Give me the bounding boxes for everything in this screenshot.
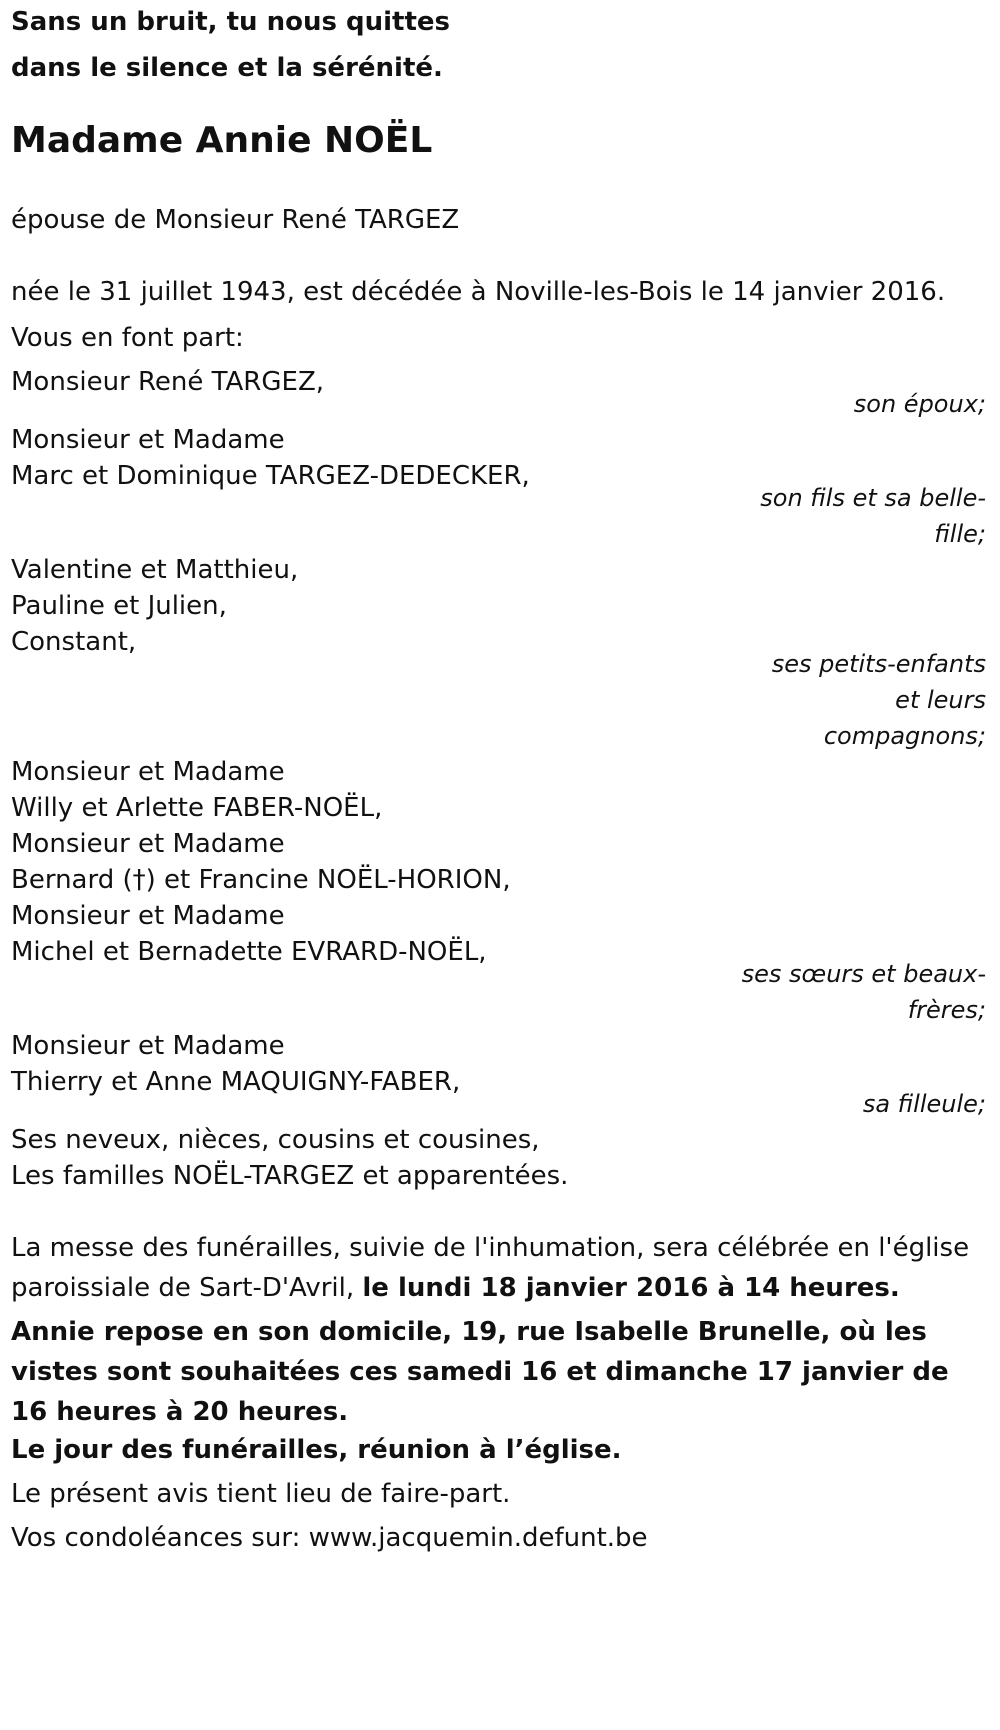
meeting-line: Le jour des funérailles, réunion à l’église.: [11, 1435, 622, 1465]
family-member-line: Monsieur René TARGEZ,: [11, 367, 325, 397]
family-member-line: Willy et Arlette FABER-NOËL,: [11, 793, 383, 823]
family-member-line: Ses neveux, nièces, cousins et cousines,: [11, 1125, 540, 1155]
family-member-line: Pauline et Julien,: [11, 591, 227, 621]
family-member-line: Monsieur et Madame: [11, 1031, 285, 1061]
birth-death-line: née le 31 juillet 1943, est décédée à Noville-les-Bois le 14 janvier 2016.: [11, 277, 946, 307]
condolences-line: Vos condoléances sur: www.jacquemin.defunt.be: [11, 1523, 648, 1553]
intro-line-1: Sans un bruit, tu nous quittes: [11, 7, 450, 37]
family-member-line: Marc et Dominique TARGEZ-DEDECKER,: [11, 461, 530, 491]
relation-label: frères;: [907, 996, 986, 1024]
spouse-line: épouse de Monsieur René TARGEZ: [11, 205, 460, 235]
repose-paragraph: Annie repose en son domicile, 19, rue Isabelle Brunelle, où les vistes sont souhaitées ces samedi 16 et dimanche 17 janvier de 16 heures à 20 heures.: [11, 1317, 949, 1427]
family-member-line: Michel et Bernadette EVRARD-NOËL,: [11, 937, 487, 967]
intro-line-2: dans le silence et la sérénité.: [11, 53, 443, 83]
family-member-line: Monsieur et Madame: [11, 757, 285, 787]
mass-date: le lundi 18 janvier 2016 à 14 heures.: [362, 1273, 900, 1303]
family-member-line: Monsieur et Madame: [11, 425, 285, 455]
notice-line: Le présent avis tient lieu de faire-part.: [11, 1479, 511, 1509]
relation-label: ses petits-enfants: [771, 650, 986, 678]
mass-paragraph: [11, 1228, 976, 1308]
family-member-line: Constant,: [11, 627, 137, 657]
relation-label: son fils et sa belle-: [760, 484, 986, 512]
mass-text: La messe des funérailles, suivie de l'inhumation, sera célébrée en l'église paroissiale de Sart-D'Avril,: [11, 1233, 970, 1303]
deceased-name: Madame Annie NOËL: [11, 120, 433, 161]
family-member-line: Monsieur et Madame: [11, 901, 285, 931]
relation-label: et leurs: [895, 686, 986, 714]
relation-label: son époux;: [853, 390, 986, 418]
announcement-line: Vous en font part:: [11, 323, 244, 353]
relation-label: compagnons;: [823, 722, 986, 750]
family-member-line: Valentine et Matthieu,: [11, 555, 299, 585]
relation-label: fille;: [934, 520, 986, 548]
family-member-line: Bernard (†) et Francine NOËL-HORION,: [11, 865, 511, 895]
family-member-line: Les familles NOËL-TARGEZ et apparentées.: [11, 1161, 569, 1191]
family-member-line: Thierry et Anne MAQUIGNY-FABER,: [11, 1067, 461, 1097]
relation-label: ses sœurs et beaux-: [741, 960, 986, 988]
family-member-line: Monsieur et Madame: [11, 829, 285, 859]
relation-label: sa filleule;: [862, 1090, 986, 1118]
